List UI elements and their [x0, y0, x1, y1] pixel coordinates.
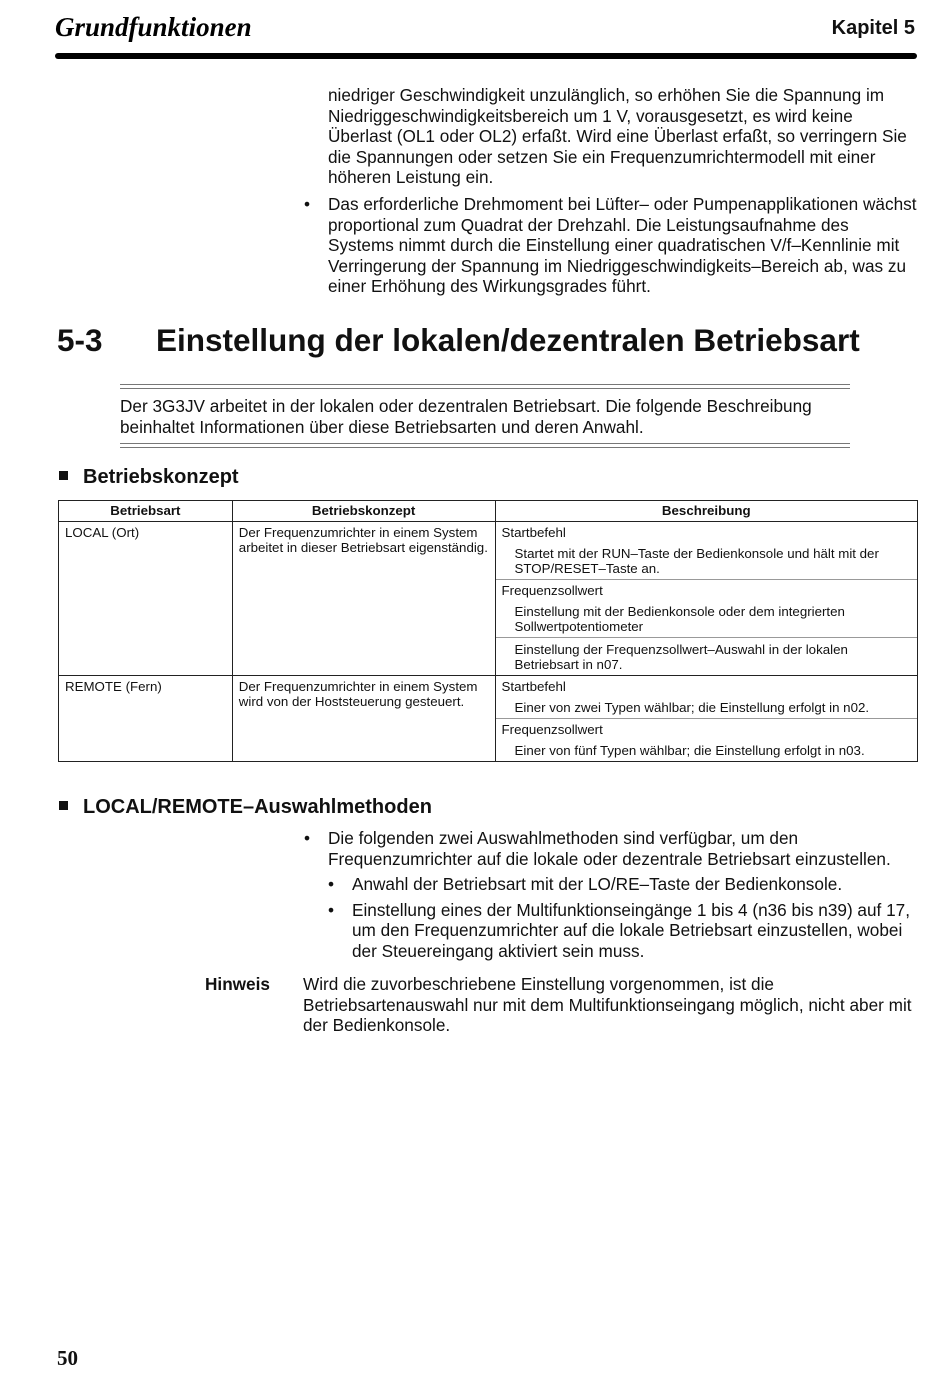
item-label: Frequenzsollwert: [501, 583, 603, 598]
top-text-block: [304, 85, 918, 297]
top-bullet-text: Das erforderliche Drehmoment bei Lüfter– oder Pumpenapplikationen wächst proportional zum Quadrat der Drehzahl. Die Leistungsaufnahme des Systems nimmt durch die Einstellung einer quadratischen V/f–Kennlinie mit Verringerung der Spannung im Niedriggeschwindigkeits–Bereich ab, was zu einer Erhöhung des Wirkungsgrades führt.: [328, 193, 917, 297]
item-description: Einer von zwei Typen wählbar; die Einstellung erfolgt in n02.: [514, 700, 870, 715]
section-title: Einstellung der lokalen/dezentralen Betriebsart: [156, 322, 860, 358]
item-description: Einstellung mit der Bedienkonsole oder dem integrierten Sollwertpotentiometer: [514, 604, 845, 634]
section-intro: Der 3G3JV arbeitet in der lokalen oder dezentralen Betriebsart. Die folgende Beschreibung beinhaltet Informationen über diese Betriebsarten und deren Anwahl.: [120, 396, 812, 437]
item-label: Startbefehl: [501, 525, 566, 540]
table-row-remote: [59, 676, 918, 762]
square-bullet-icon: [59, 801, 68, 810]
intro-rule-bottom: [120, 443, 850, 448]
subheading-text: Betriebskonzept: [83, 466, 239, 488]
betriebskonzept-table: [58, 500, 918, 762]
section-heading: [57, 322, 860, 359]
mode-cell: LOCAL (Ort): [59, 522, 233, 676]
subheading-text: LOCAL/REMOTE–Auswahlmethoden: [83, 796, 432, 818]
subheading-auswahlmethoden: [59, 796, 432, 819]
description-item: [496, 580, 917, 675]
item-label: Startbefehl: [501, 679, 566, 694]
hint-text: Wird die zuvorbeschriebene Einstellung vorgenommen, ist die Betriebsartenauswahl nur mit dem Multifunktionseingang möglich, nicht aber mit der Bedienkonsole.: [303, 974, 912, 1036]
description-item: [496, 676, 917, 719]
list-item-text: Die folgenden zwei Auswahlmethoden sind verfügbar, um den Frequenzumrichter auf die lokale oder dezentrale Betriebsart einzustellen.: [328, 828, 891, 869]
item-label: Frequenzsollwert: [501, 722, 603, 737]
bullet-glyph: •: [328, 899, 335, 920]
hint-label: Hinweis: [205, 974, 270, 994]
table-row-local: [59, 522, 918, 676]
column-header: Beschreibung: [495, 501, 917, 522]
description-item: [496, 719, 917, 761]
description-cell: [495, 522, 917, 676]
sub-list-item: [328, 899, 918, 962]
intro-rule-top: [120, 384, 850, 389]
square-bullet-icon: [59, 471, 68, 480]
concept-cell: Der Frequenzumrichter in einem System wird von der Hoststeuerung gesteuert.: [232, 676, 495, 762]
chapter-label: Kapitel 5: [831, 17, 915, 39]
continuation-paragraph: niedriger Geschwindigkeit unzulänglich, so erhöhen Sie die Spannung im Niedriggeschwindigkeitsbereich um 1 V, vorausgesetzt, es wird keine Überlast (OL1 oder OL2) erfaßt. Wird eine Überlast erfaßt, so verringern Sie die Spannungen oder setzen Sie ein Frequenzumrichtermodell mit einer höheren Leistung ein.: [328, 85, 907, 188]
description-item: [496, 522, 917, 580]
section-number: 5-3: [57, 322, 103, 358]
table-header-row: [59, 501, 918, 522]
sub-list: [328, 874, 918, 961]
bullet-glyph: •: [304, 828, 311, 848]
auswahl-list: [304, 828, 918, 962]
bullet-glyph: •: [328, 874, 335, 895]
item-description: Einstellung der Frequenzsollwert–Auswahl in der lokalen Betriebsart in n07.: [496, 637, 917, 675]
item-description: Startet mit der RUN–Taste der Bedienkonsole und hält mit der STOP/RESET–Taste an.: [514, 546, 879, 576]
column-header: Betriebsart: [59, 501, 233, 522]
column-header: Betriebskonzept: [232, 501, 495, 522]
sub-list-item: [328, 874, 918, 895]
page-number: 50: [57, 1346, 78, 1370]
item-description: Einer von fünf Typen wählbar; die Einstellung erfolgt in n03.: [514, 743, 865, 758]
description-cell: [495, 676, 917, 762]
concept-cell: Der Frequenzumrichter in einem System arbeitet in dieser Betriebsart eigenständig.: [232, 522, 495, 676]
top-bullet-item: [304, 193, 918, 297]
bullet-glyph: •: [304, 193, 311, 214]
mode-cell: REMOTE (Fern): [59, 676, 233, 762]
list-item: [304, 828, 918, 869]
sub-list-item-text: Einstellung eines der Multifunktionseingänge 1 bis 4 (n36 bis n39) auf 17, um den Frequenzumrichter auf die lokale Betriebsart einzustellen, wobei der Steuereingang aktiviert sein muss.: [352, 899, 910, 961]
header-rule: [55, 53, 917, 59]
subheading-betriebskonzept: [59, 466, 239, 489]
running-header-title: Grundfunktionen: [55, 12, 252, 42]
sub-list-item-text: Anwahl der Betriebsart mit der LO/RE–Taste der Bedienkonsole.: [352, 874, 843, 895]
